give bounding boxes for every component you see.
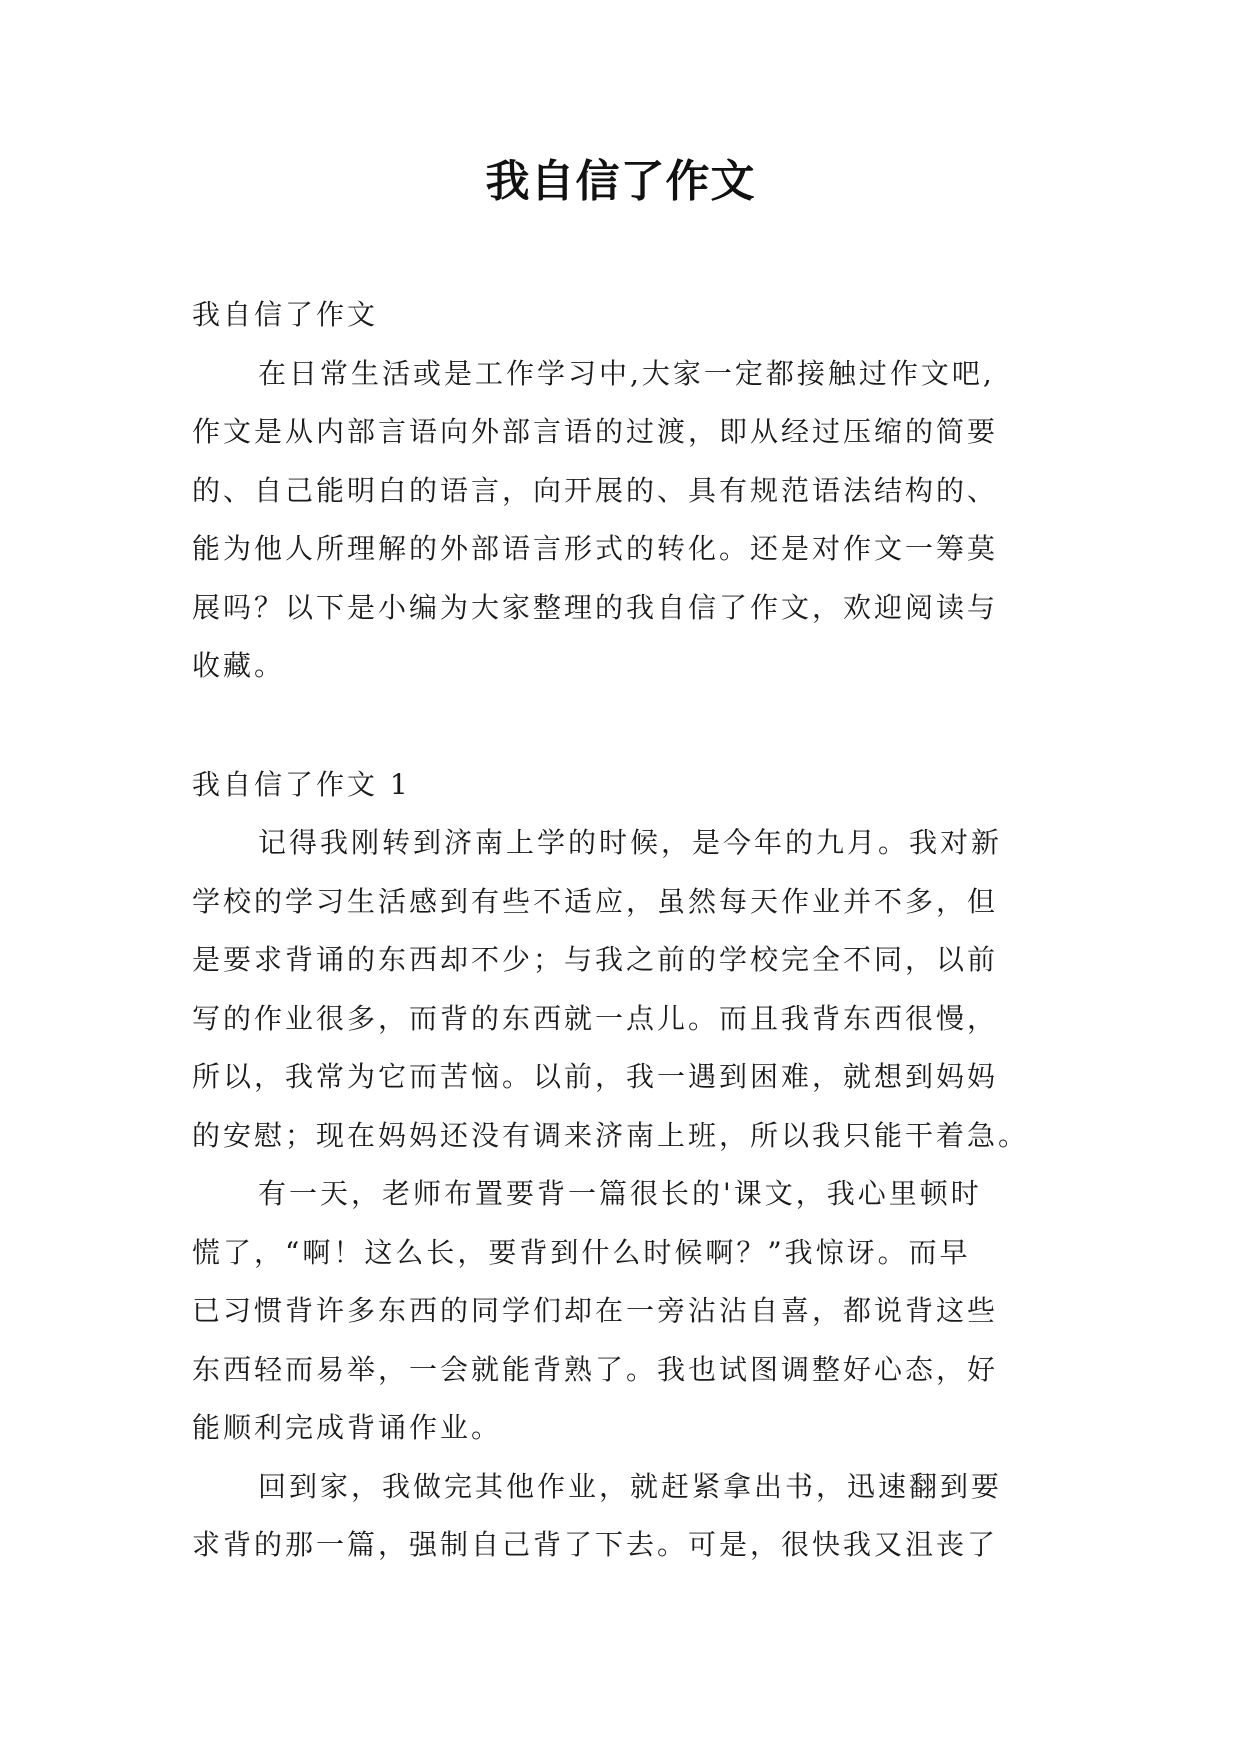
paragraph-line: 所以，我常为它而苦恼。以前，我一遇到困难，就想到妈妈: [192, 1060, 999, 1093]
document-body: [192, 286, 1072, 1575]
intro-line: 作文是从内部言语向外部言语的过渡，即从经过压缩的简要: [192, 415, 999, 448]
section-gap: [192, 696, 1072, 756]
intro-paragraph: [192, 345, 1072, 696]
paragraph-line: 学校的学习生活感到有些不适应，虽然每天作业并不多，但: [192, 884, 999, 918]
paragraph-line: 有一天，老师布置要背一篇很长的'课文，我心里顿时: [258, 1177, 982, 1210]
paragraph-line: 能顺利完成背诵作业。: [192, 1411, 503, 1444]
intro-line: 在日常生活或是工作学习中,大家一定都接触过作文吧,: [258, 356, 995, 390]
intro-line: 收藏。: [192, 649, 286, 682]
paragraph-line: 慌了，“啊！这么长，要背到什么时候啊？”我惊讶。而早: [192, 1235, 971, 1269]
paragraph-line: 回到家，我做完其他作业，就赶紧拿出书，迅速翻到要: [258, 1469, 1003, 1503]
section-heading: 我自信了作文 1: [192, 767, 411, 801]
intro-line: 的、自己能明白的语言，向开展的、具有规范语法结构的、: [192, 473, 999, 507]
paragraph-3: [192, 1458, 1072, 1575]
intro-line: 能为他人所理解的外部语言形式的转化。还是对作文一筹莫: [192, 532, 999, 565]
paragraph-line: 已习惯背许多东西的同学们却在一旁沾沾自喜，都说背这些: [192, 1294, 999, 1327]
paragraph-2: [192, 1165, 1072, 1458]
paragraph-line: 是要求背诵的东西却不少；与我之前的学校完全不同，以前: [192, 943, 999, 976]
paragraph-line: 记得我刚转到济南上学的时候，是今年的九月。我对新: [258, 826, 1003, 859]
paragraph-1: [192, 814, 1072, 1165]
paragraph-line: 东西轻而易举，一会就能背熟了。我也试图调整好心态，好: [192, 1352, 999, 1386]
paragraph-line: 写的作业很多，而背的东西就一点儿。而且我背东西很慢，: [192, 1001, 999, 1035]
paragraph-line: 求背的那一篇，强制自己背了下去。可是，很快我又沮丧了: [192, 1528, 999, 1561]
intro-line: 展吗？以下是小编为大家整理的我自信了作文，欢迎阅读与: [192, 590, 999, 624]
paragraph-line: 的安慰；现在妈妈还没有调来济南上班，所以我只能干着急。: [192, 1118, 1030, 1152]
document-title: 我自信了作文: [485, 156, 756, 207]
subheading: 我自信了作文: [192, 298, 379, 331]
